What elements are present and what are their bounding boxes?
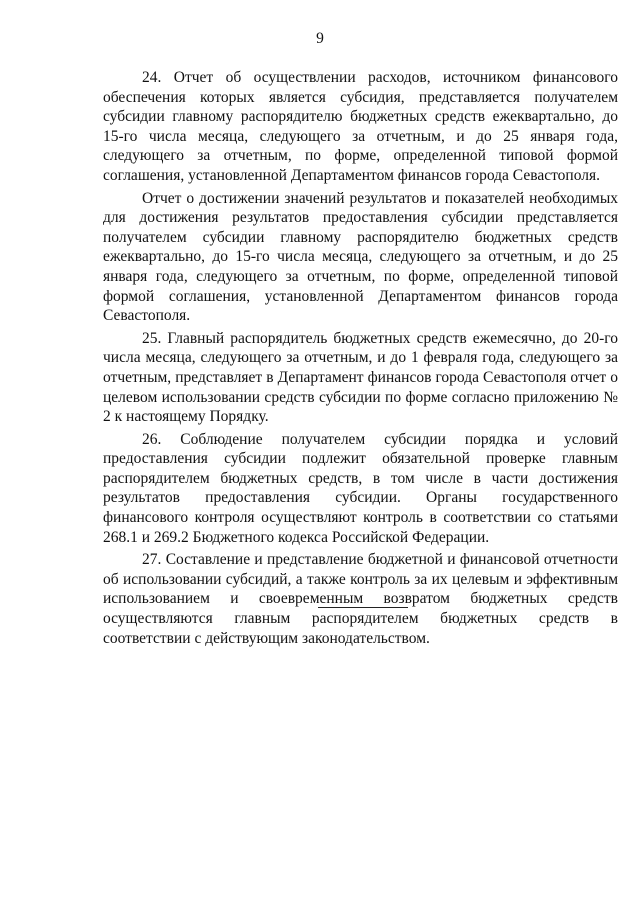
document-body bbox=[103, 68, 618, 651]
paragraph-25: 25. Главный распорядитель бюджетных средств ежемесячно, до 20-го числа месяца, следующего за отчетным, и до 1 февраля года, следующего за отчетным, представляет в Департамент финансов города Севастополя отчет о целевом использовании средств субсидии по форме согласно приложению № 2 к настоящему Порядку. bbox=[103, 329, 618, 426]
page-number: 9 bbox=[316, 30, 324, 47]
paragraph-26: 26. Соблюдение получателем субсидии порядка и условий предоставления субсидии подлежит обязательной проверке главным распорядителем бюджетных средств, в том числе в части достижения результатов предоставления субсидии. Органы государственного финансового контроля осуществляют контроль в соответствии со статьями 268.1 и 269.2 Бюджетного кодекса Российской Федерации. bbox=[103, 430, 618, 546]
end-divider-line bbox=[318, 607, 408, 608]
paragraph-24: 24. Отчет об осуществлении расходов, источником финансового обеспечения которых является субсидия, представляется получателем субсидии главному распорядителю бюджетных средств ежеквартально, до 15-го числа месяца, следующего за отчетным, и до 25 января года, следующего за отчетным, по форме, определенной типовой формой соглашения, установленной Департаментом финансов города Севастополя. bbox=[103, 69, 618, 184]
paragraph-24-report-results: Отчет о достижении значений результатов и показателей необходимых для достижения результатов предоставления субсидии представляется получателем субсидии главному распорядителю бюджетных средств ежеквартально, до 15-го числа месяца, следующего за отчетным, и до 25 января года, следующего за отчетным, по форме, определенной типовой формой соглашения, установленной Департаментом финансов города Севастополя. bbox=[103, 189, 618, 325]
paragraph-27: 27. Составление и представление бюджетной и финансовой отчетности об использовании субсидий, а также контроль за их целевым и эффективным использованием и своевременным возвратом бюджетных средств осуществляются главным распорядителем бюджетных средств в соответствии с действующим законодательством. bbox=[103, 551, 618, 647]
